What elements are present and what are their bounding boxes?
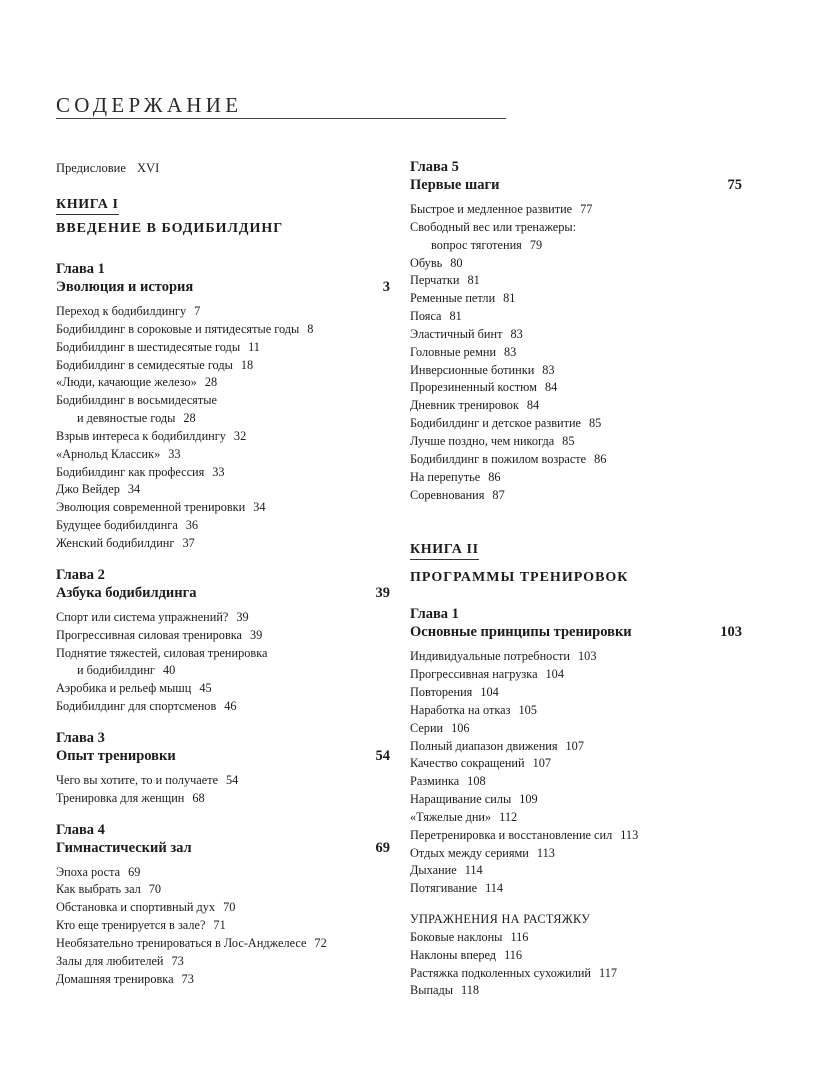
chapter-page: 103 xyxy=(720,624,742,641)
preface-entry[interactable] xyxy=(56,159,390,177)
toc-entry[interactable] xyxy=(410,720,742,738)
entry-page: 68 xyxy=(192,790,205,805)
entry-page: 104 xyxy=(545,667,564,682)
entry-page: 33 xyxy=(212,464,225,479)
entry-title: «Люди, качающие железо» xyxy=(56,375,197,390)
entry-title: Эпоха роста xyxy=(56,864,121,879)
entry-page: 32 xyxy=(233,428,247,443)
chapter-title-row[interactable] xyxy=(56,278,390,296)
entry-page: 40 xyxy=(162,663,176,678)
entry-title: «Тяжелые дни» xyxy=(410,809,492,824)
entry-title: Перетренировка и восстановление сил xyxy=(410,827,613,842)
entry-title: Дыхание xyxy=(410,863,457,878)
toc-entry[interactable] xyxy=(410,845,742,863)
book-number: КНИГА II xyxy=(410,541,479,560)
entry-title: Необязательно тренироваться в Лос-Анджелесе xyxy=(56,935,307,950)
entry-page: 77 xyxy=(580,202,593,216)
entry-page: 45 xyxy=(199,681,212,696)
entry-title: Качество сокращений xyxy=(410,756,525,771)
entry-title: Бодибилдинг в пожилом возрасте xyxy=(410,451,587,466)
entry-title: Обстановка и спортивный дух xyxy=(56,900,216,915)
entry-title: Пояса xyxy=(410,309,442,324)
chapter-title: Первые шаги xyxy=(410,177,500,193)
chapter-title: Азбука бодибилдинга xyxy=(56,584,197,601)
chapter xyxy=(56,730,390,808)
entry-title: Растяжка подколенных сухожилий xyxy=(410,965,591,980)
entry-page: 116 xyxy=(504,947,523,962)
toc-entry[interactable] xyxy=(56,446,390,464)
toc-entry[interactable] xyxy=(410,666,742,684)
entry-title-continued xyxy=(56,662,390,680)
entry-page: 73 xyxy=(181,971,194,986)
entry-title: Прогрессивная нагрузка xyxy=(410,667,538,682)
entry-page: 109 xyxy=(519,792,538,807)
chapter-title: Основные принципы тренировки xyxy=(410,624,632,641)
toc-entry[interactable] xyxy=(56,517,390,535)
entry-page: 81 xyxy=(449,309,462,324)
entry-title: Полный диапазон движения xyxy=(410,738,558,753)
toc-entry[interactable] xyxy=(56,392,390,428)
entry-page: 39 xyxy=(236,609,249,624)
chapter-page: 75 xyxy=(727,177,742,193)
chapter-items xyxy=(56,772,390,808)
entry-page: 107 xyxy=(565,738,584,753)
chapter-items xyxy=(56,864,390,989)
book-title: ВВЕДЕНИЕ В БОДИБИЛДИНГ xyxy=(56,221,284,236)
book-title: ПРОГРАММЫ ТРЕНИРОВОК xyxy=(410,570,629,586)
toc-entry[interactable] xyxy=(410,965,742,983)
toc-entry[interactable] xyxy=(410,791,742,809)
entry-title: Соревнования xyxy=(410,487,485,502)
chapter-page: 69 xyxy=(375,839,390,856)
entry-title: Наращивание силы xyxy=(410,792,512,807)
chapter xyxy=(410,606,742,898)
entry-title: Потягивание xyxy=(410,881,478,896)
entry-title: Дневник тренировок xyxy=(410,398,519,413)
toc-entry[interactable] xyxy=(56,680,390,698)
chapter xyxy=(56,822,390,989)
entry-title: «Арнольд Классик» xyxy=(56,446,161,461)
entry-title: Бодибилдинг в восьмидесятые xyxy=(56,393,217,408)
toc-entry[interactable] xyxy=(56,627,390,645)
chapter-title: Эволюция и история xyxy=(56,279,194,295)
section-items xyxy=(410,929,742,1000)
entry-page: 70 xyxy=(223,900,236,915)
toc-entry[interactable] xyxy=(410,415,742,433)
entry-title: Бодибилдинг и детское развитие xyxy=(410,416,581,431)
toc-entry[interactable] xyxy=(56,321,390,339)
entry-page: 83 xyxy=(504,344,517,359)
entry-title: Быстрое и медленное развитие xyxy=(410,202,573,216)
entry-page: 69 xyxy=(128,864,141,879)
book-1 xyxy=(56,195,390,238)
toc-entry[interactable] xyxy=(410,738,742,756)
toc-entry[interactable] xyxy=(410,684,742,702)
entry-page: 70 xyxy=(148,882,162,897)
toc-entry[interactable] xyxy=(56,790,390,808)
toc-entry[interactable] xyxy=(56,609,390,627)
toc-entry[interactable] xyxy=(410,219,742,255)
entry-title: Женский бодибилдинг xyxy=(56,535,175,550)
toc-entry[interactable] xyxy=(410,773,742,791)
entry-title: Инверсионные ботинки xyxy=(410,362,535,377)
entry-title: Кто еще тренируется в зале? xyxy=(56,918,206,933)
entry-title: Наклоны вперед xyxy=(410,947,497,962)
entry-page: 103 xyxy=(578,649,597,664)
toc-entry[interactable] xyxy=(56,535,390,553)
entry-page: 81 xyxy=(467,273,480,288)
entry-title: Прорезиненный костюм xyxy=(410,380,537,395)
toc-entry[interactable] xyxy=(56,881,390,899)
toc-entry[interactable] xyxy=(410,397,742,415)
entry-page: 54 xyxy=(226,772,239,787)
chapter-title-row[interactable] xyxy=(410,623,742,641)
entry-page: 79 xyxy=(529,237,543,252)
entry-title: Бодибилдинг для спортсменов xyxy=(56,699,217,714)
entry-page: 117 xyxy=(599,965,617,980)
toc-entry[interactable] xyxy=(410,809,742,827)
toc-entry[interactable] xyxy=(410,755,742,773)
toc-left-column xyxy=(56,159,390,988)
entry-title: Боковые наклоны xyxy=(410,929,503,944)
chapter-label: Глава 2 xyxy=(56,566,105,583)
toc-entry[interactable] xyxy=(410,827,742,845)
toc-entry[interactable] xyxy=(410,255,742,273)
entry-page: 112 xyxy=(499,809,518,824)
toc-entry[interactable] xyxy=(56,374,390,392)
entry-page: 114 xyxy=(464,863,483,878)
entry-title: Взрыв интереса к бодибилдингу xyxy=(56,428,226,443)
entry-page: 7 xyxy=(194,304,201,318)
entry-page: 39 xyxy=(250,627,263,642)
toc-entry[interactable] xyxy=(56,357,390,375)
entry-page: 33 xyxy=(168,446,181,461)
chapter-items xyxy=(410,648,742,898)
entry-title: Головные ремни xyxy=(410,344,497,359)
chapter-title: Гимнастический зал xyxy=(56,839,192,856)
entry-title: Чего вы хотите, то и получаете xyxy=(56,772,219,787)
toc-entry[interactable] xyxy=(56,864,390,882)
chapter-items xyxy=(56,609,390,716)
page-title: СОДЕРЖАНИЕ xyxy=(56,93,243,117)
entry-page: 18 xyxy=(240,357,254,372)
toc-entry[interactable] xyxy=(410,308,742,326)
entry-title-continued xyxy=(56,410,390,428)
toc-entry[interactable] xyxy=(56,428,390,446)
entry-page: 83 xyxy=(510,326,523,341)
entry-title: Будущее бодибилдинга xyxy=(56,518,178,533)
chapter-title-row[interactable] xyxy=(56,584,390,602)
entry-title: Переход к бодибилдингу xyxy=(56,304,187,318)
entry-title: Бодибилдинг в сороковые и пятидесятые годы xyxy=(56,321,300,336)
toc-entry[interactable] xyxy=(410,947,742,965)
entry-page: 71 xyxy=(213,918,226,933)
entry-page: 118 xyxy=(461,983,480,998)
chapter-title-row[interactable] xyxy=(56,747,390,765)
entry-title: Ременные петли xyxy=(410,291,496,306)
entry-title: Спорт или система упражнений? xyxy=(56,609,229,624)
entry-title: Серии xyxy=(410,720,444,735)
chapter xyxy=(410,159,742,504)
toc-entry[interactable] xyxy=(410,362,742,380)
entry-title: Свободный вес или тренажеры: xyxy=(410,219,577,234)
entry-title: Поднятие тяжестей, силовая тренировка xyxy=(56,645,268,660)
entry-title: Разминка xyxy=(410,774,460,789)
toc-entry[interactable] xyxy=(56,917,390,935)
toc-entry[interactable] xyxy=(410,326,742,344)
toc-entry[interactable] xyxy=(410,272,742,290)
toc-entry[interactable] xyxy=(410,648,742,666)
entry-page: 72 xyxy=(314,935,327,950)
toc-entry[interactable] xyxy=(56,971,390,989)
toc-entry[interactable] xyxy=(410,379,742,397)
chapter-title-row[interactable] xyxy=(56,839,390,857)
toc-entry[interactable] xyxy=(56,935,390,953)
entry-title-line2: вопрос тяготения xyxy=(431,237,522,252)
entry-title: Залы для любителей xyxy=(56,953,164,968)
toc-entry[interactable] xyxy=(56,464,390,482)
toc-entry[interactable] xyxy=(56,772,390,790)
chapter xyxy=(56,261,390,553)
entry-page: 37 xyxy=(182,535,195,550)
entry-title: Отдых между сериями xyxy=(410,845,529,860)
toc-entry[interactable] xyxy=(56,899,390,917)
entry-page: 113 xyxy=(536,845,555,860)
entry-title: Домашняя тренировка xyxy=(56,971,174,986)
toc-right-column xyxy=(410,159,742,1000)
title-rule xyxy=(56,118,506,119)
toc-entry[interactable] xyxy=(56,953,390,971)
entry-title: Аэробика и рельеф мышц xyxy=(56,681,192,696)
entry-page: 73 xyxy=(171,953,184,968)
entry-page: 108 xyxy=(467,774,486,789)
entry-page: 83 xyxy=(542,362,555,377)
chapter-label: Глава 5 xyxy=(410,159,459,175)
toc-entry[interactable] xyxy=(410,982,742,1000)
preface-page: XVI xyxy=(137,161,160,175)
chapter-label: Глава 4 xyxy=(56,821,105,838)
preface-label: Предисловие xyxy=(56,161,126,175)
entry-title: Лучше поздно, чем никогда xyxy=(410,433,555,448)
entry-page: 116 xyxy=(510,929,529,944)
entry-page: 85 xyxy=(562,433,575,448)
toc-entry[interactable] xyxy=(410,201,742,219)
entry-title: На перепутье xyxy=(410,469,481,484)
book-number: КНИГА I xyxy=(56,196,119,215)
entry-title: Бодибилдинг в семидесятые годы xyxy=(56,357,233,372)
chapter-page: 39 xyxy=(375,584,390,601)
toc-entry[interactable] xyxy=(56,339,390,357)
toc-entry[interactable] xyxy=(410,469,742,487)
entry-page: 105 xyxy=(518,702,537,717)
entry-title: Индивидуальные потребности xyxy=(410,649,571,664)
toc-entry[interactable] xyxy=(410,880,742,898)
chapter-label: Глава 1 xyxy=(56,261,105,277)
toc-entry[interactable] xyxy=(56,645,390,681)
entry-title-line2: и бодибилдинг xyxy=(77,663,155,678)
entry-title: Обувь xyxy=(410,255,443,270)
entry-title: Перчатки xyxy=(410,273,460,288)
entry-page: 107 xyxy=(532,756,552,771)
toc-entry[interactable] xyxy=(56,303,390,321)
entry-title-line2: и девяностые годы xyxy=(77,411,176,426)
entry-page: 11 xyxy=(248,339,260,354)
entry-page: 87 xyxy=(492,487,505,502)
chapter-label: Глава 3 xyxy=(56,729,105,746)
toc-entry[interactable] xyxy=(410,344,742,362)
toc-entry[interactable] xyxy=(410,862,742,880)
chapter-page: 3 xyxy=(382,279,390,295)
entry-page: 86 xyxy=(594,451,607,466)
entry-page: 85 xyxy=(589,416,602,431)
entry-title: Выпады xyxy=(410,983,454,998)
book-2 xyxy=(410,540,742,587)
entry-page: 84 xyxy=(544,380,558,395)
entry-page: 81 xyxy=(503,291,516,306)
entry-title-continued xyxy=(410,237,742,255)
entry-page: 46 xyxy=(224,699,237,714)
entry-title: Джо Вейдер xyxy=(56,482,120,497)
entry-page: 8 xyxy=(307,321,314,336)
toc-entry[interactable] xyxy=(56,481,390,499)
chapter-title-row[interactable] xyxy=(410,176,742,194)
entry-page: 28 xyxy=(204,375,218,390)
toc-entry[interactable] xyxy=(410,290,742,308)
entry-page: 28 xyxy=(183,411,196,426)
chapter xyxy=(56,567,390,716)
entry-title: Бодибилдинг как профессия xyxy=(56,464,205,479)
entry-title: Наработка на отказ xyxy=(410,702,511,717)
chapter-page: 54 xyxy=(375,747,390,764)
entry-page: 80 xyxy=(450,255,463,270)
toc-entry[interactable] xyxy=(410,433,742,451)
entry-page: 114 xyxy=(485,881,504,896)
toc-entry[interactable] xyxy=(410,451,742,469)
entry-page: 84 xyxy=(526,398,540,413)
toc-entry[interactable] xyxy=(56,698,390,716)
entry-page: 86 xyxy=(488,469,501,484)
section-heading: УПРАЖНЕНИЯ НА РАСТЯЖКУ xyxy=(410,912,591,927)
entry-title: Прогрессивная силовая тренировка xyxy=(56,627,243,642)
toc-entry[interactable] xyxy=(410,929,742,947)
entry-title: Бодибилдинг в шестидесятые годы xyxy=(56,339,241,354)
entry-page: 106 xyxy=(451,720,470,735)
chapter-title: Опыт тренировки xyxy=(56,747,176,764)
entry-title: Как выбрать зал xyxy=(56,882,141,897)
entry-title: Тренировка для женщин xyxy=(56,790,185,805)
toc-entry[interactable] xyxy=(410,487,742,505)
toc-entry[interactable] xyxy=(410,702,742,720)
toc-entry[interactable] xyxy=(56,499,390,517)
entry-page: 34 xyxy=(127,482,141,497)
chapter-items xyxy=(410,201,742,504)
entry-title: Эволюция современной тренировки xyxy=(56,500,246,515)
entry-page: 104 xyxy=(480,685,499,700)
chapter-items xyxy=(56,303,390,553)
entry-title: Повторения xyxy=(410,685,473,700)
entry-page: 36 xyxy=(185,518,199,533)
entry-page: 34 xyxy=(253,500,266,515)
entry-page: 113 xyxy=(620,827,639,842)
chapter-label: Глава 1 xyxy=(410,606,459,623)
entry-title: Эластичный бинт xyxy=(410,326,503,341)
